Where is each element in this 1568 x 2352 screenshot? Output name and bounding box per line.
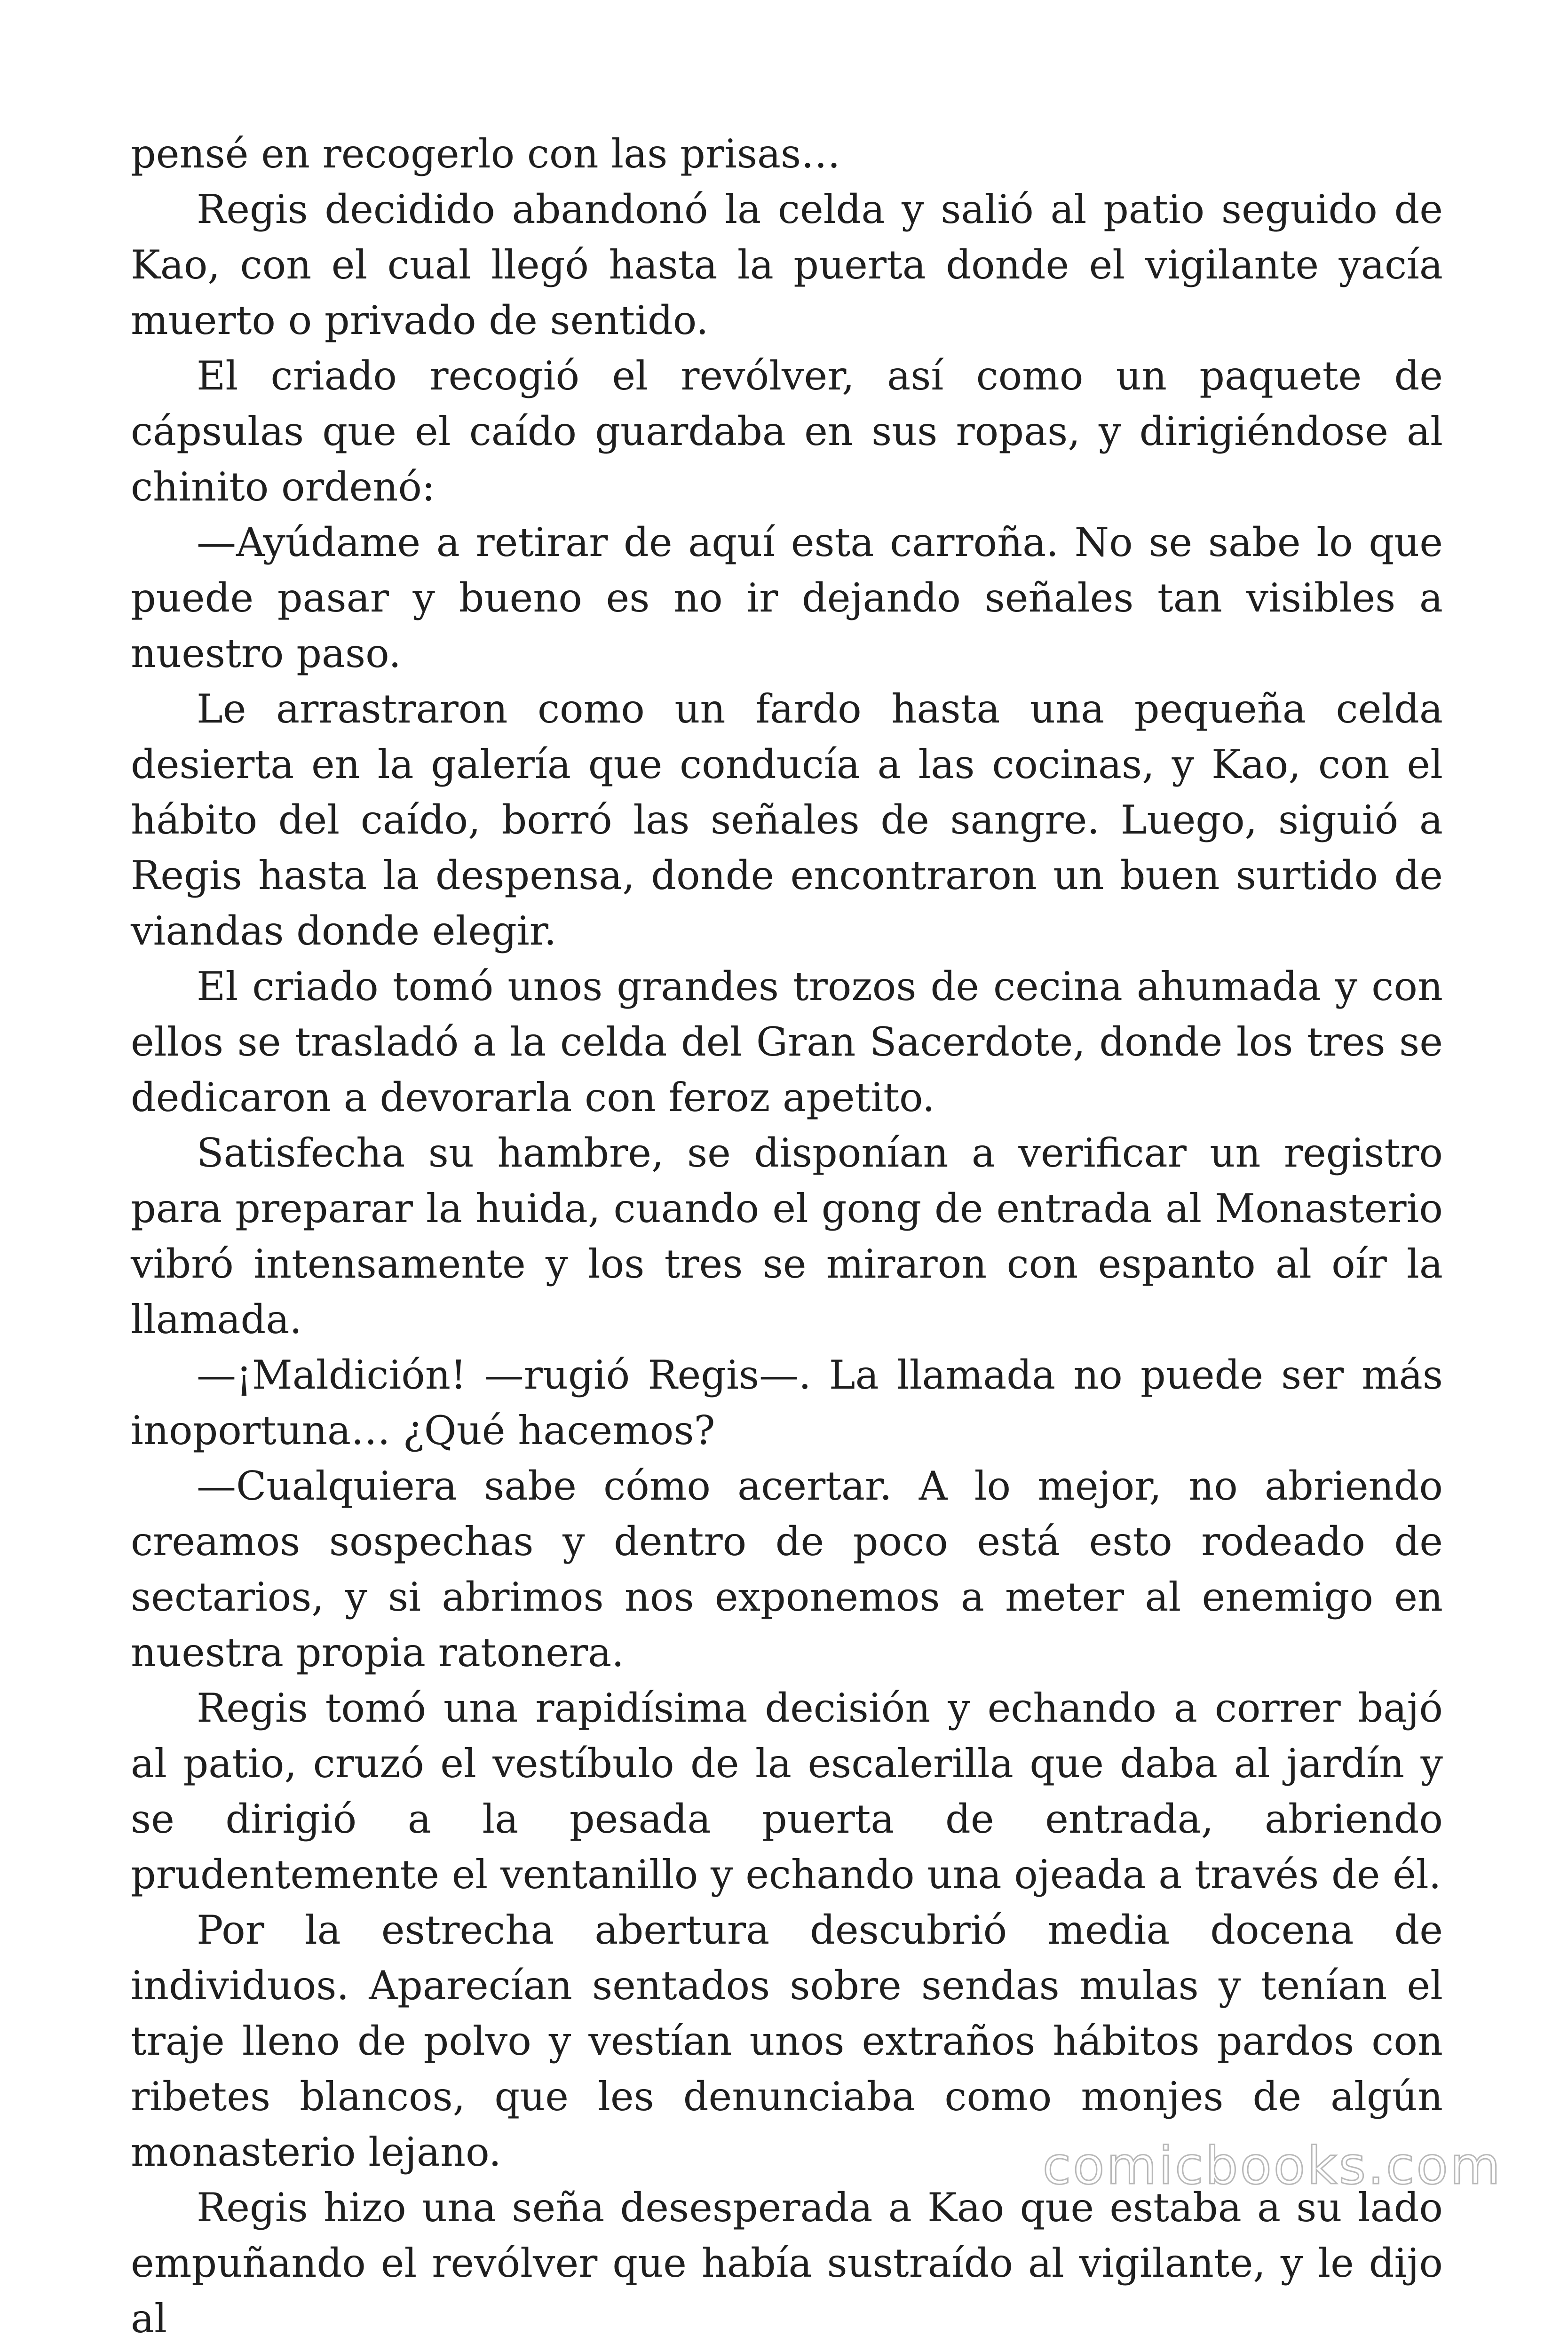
paragraph: El criado tomó unos grandes trozos de cecina ahumada y con ellos se trasladó a la celda del Gran Sacerdote, donde los tres se dedicaron a devorarla con feroz apetito. (131, 963, 1443, 1120)
paragraph: Regis decidido abandonó la celda y salió al patio seguido de Kao, con el cual llegó hasta la puerta donde el vigilante yacía muerto o privado de sentido. (131, 186, 1443, 343)
paragraph: Le arrastraron como un fardo hasta una pequeña celda desierta en la galería que conducía a las cocinas, y Kao, con el hábito del caído, borró las señales de sangre. Luego, siguió a Regis hasta la despensa, donde encontraron un buen surtido de viandas donde elegir. (131, 686, 1443, 954)
paragraph: Regis tomó una rapidísima decisión y echando a correr bajó al patio, cruzó el vestíbulo de la escalerilla que daba al jardín y se dirigió a la pesada puerta de entrada, abriendo prudentemente el ventanillo y echando una ojeada a través de él. (131, 1685, 1443, 1898)
paragraph: El criado recogió el revólver, así como un paquete de cápsulas que el caído guardaba en sus ropas, y dirigiéndose al chinito ordenó: (131, 353, 1443, 510)
paragraph: pensé en recogerlo con las prisas… (131, 131, 841, 177)
paragraph: Regis hizo una seña desesperada a Kao que estaba a su lado empuñando el revólver que había sustraído al vigilante, y le dijo al (131, 2185, 1443, 2342)
paragraph: —Cualquiera sabe cómo acertar. A lo mejor, no abriendo creamos sospechas y dentro de poco está esto rodeado de sectarios, y si abrimos nos exponemos a meter al enemigo en nuestra propia ratonera. (131, 1463, 1443, 1676)
paragraph: —¡Maldición! —rugió Regis—. La llamada no puede ser más inoportuna… ¿Qué hacemos? (131, 1352, 1443, 1454)
paragraph: Por la estrecha abertura descubrió media docena de individuos. Aparecían sentados sobre sendas mulas y tenían el traje lleno de polvo y vestían unos extraños hábitos pardos con ribetes blancos, que les denunciaba como monjes de algún monasterio lejano. (131, 1907, 1443, 2175)
page-text (131, 126, 1443, 2346)
paragraph: —Ayúdame a retirar de aquí esta carroña. No se sabe lo que puede pasar y bueno es no ir dejando señales tan visibles a nuestro paso. (131, 519, 1443, 676)
paragraph: Satisfecha su hambre, se disponían a verificar un registro para preparar la huida, cuando el gong de entrada al Monasterio vibró intensamente y los tres se miraron con espanto al oír la llamada. (131, 1130, 1443, 1343)
watermark: comicbooks.com (1042, 2136, 1502, 2196)
